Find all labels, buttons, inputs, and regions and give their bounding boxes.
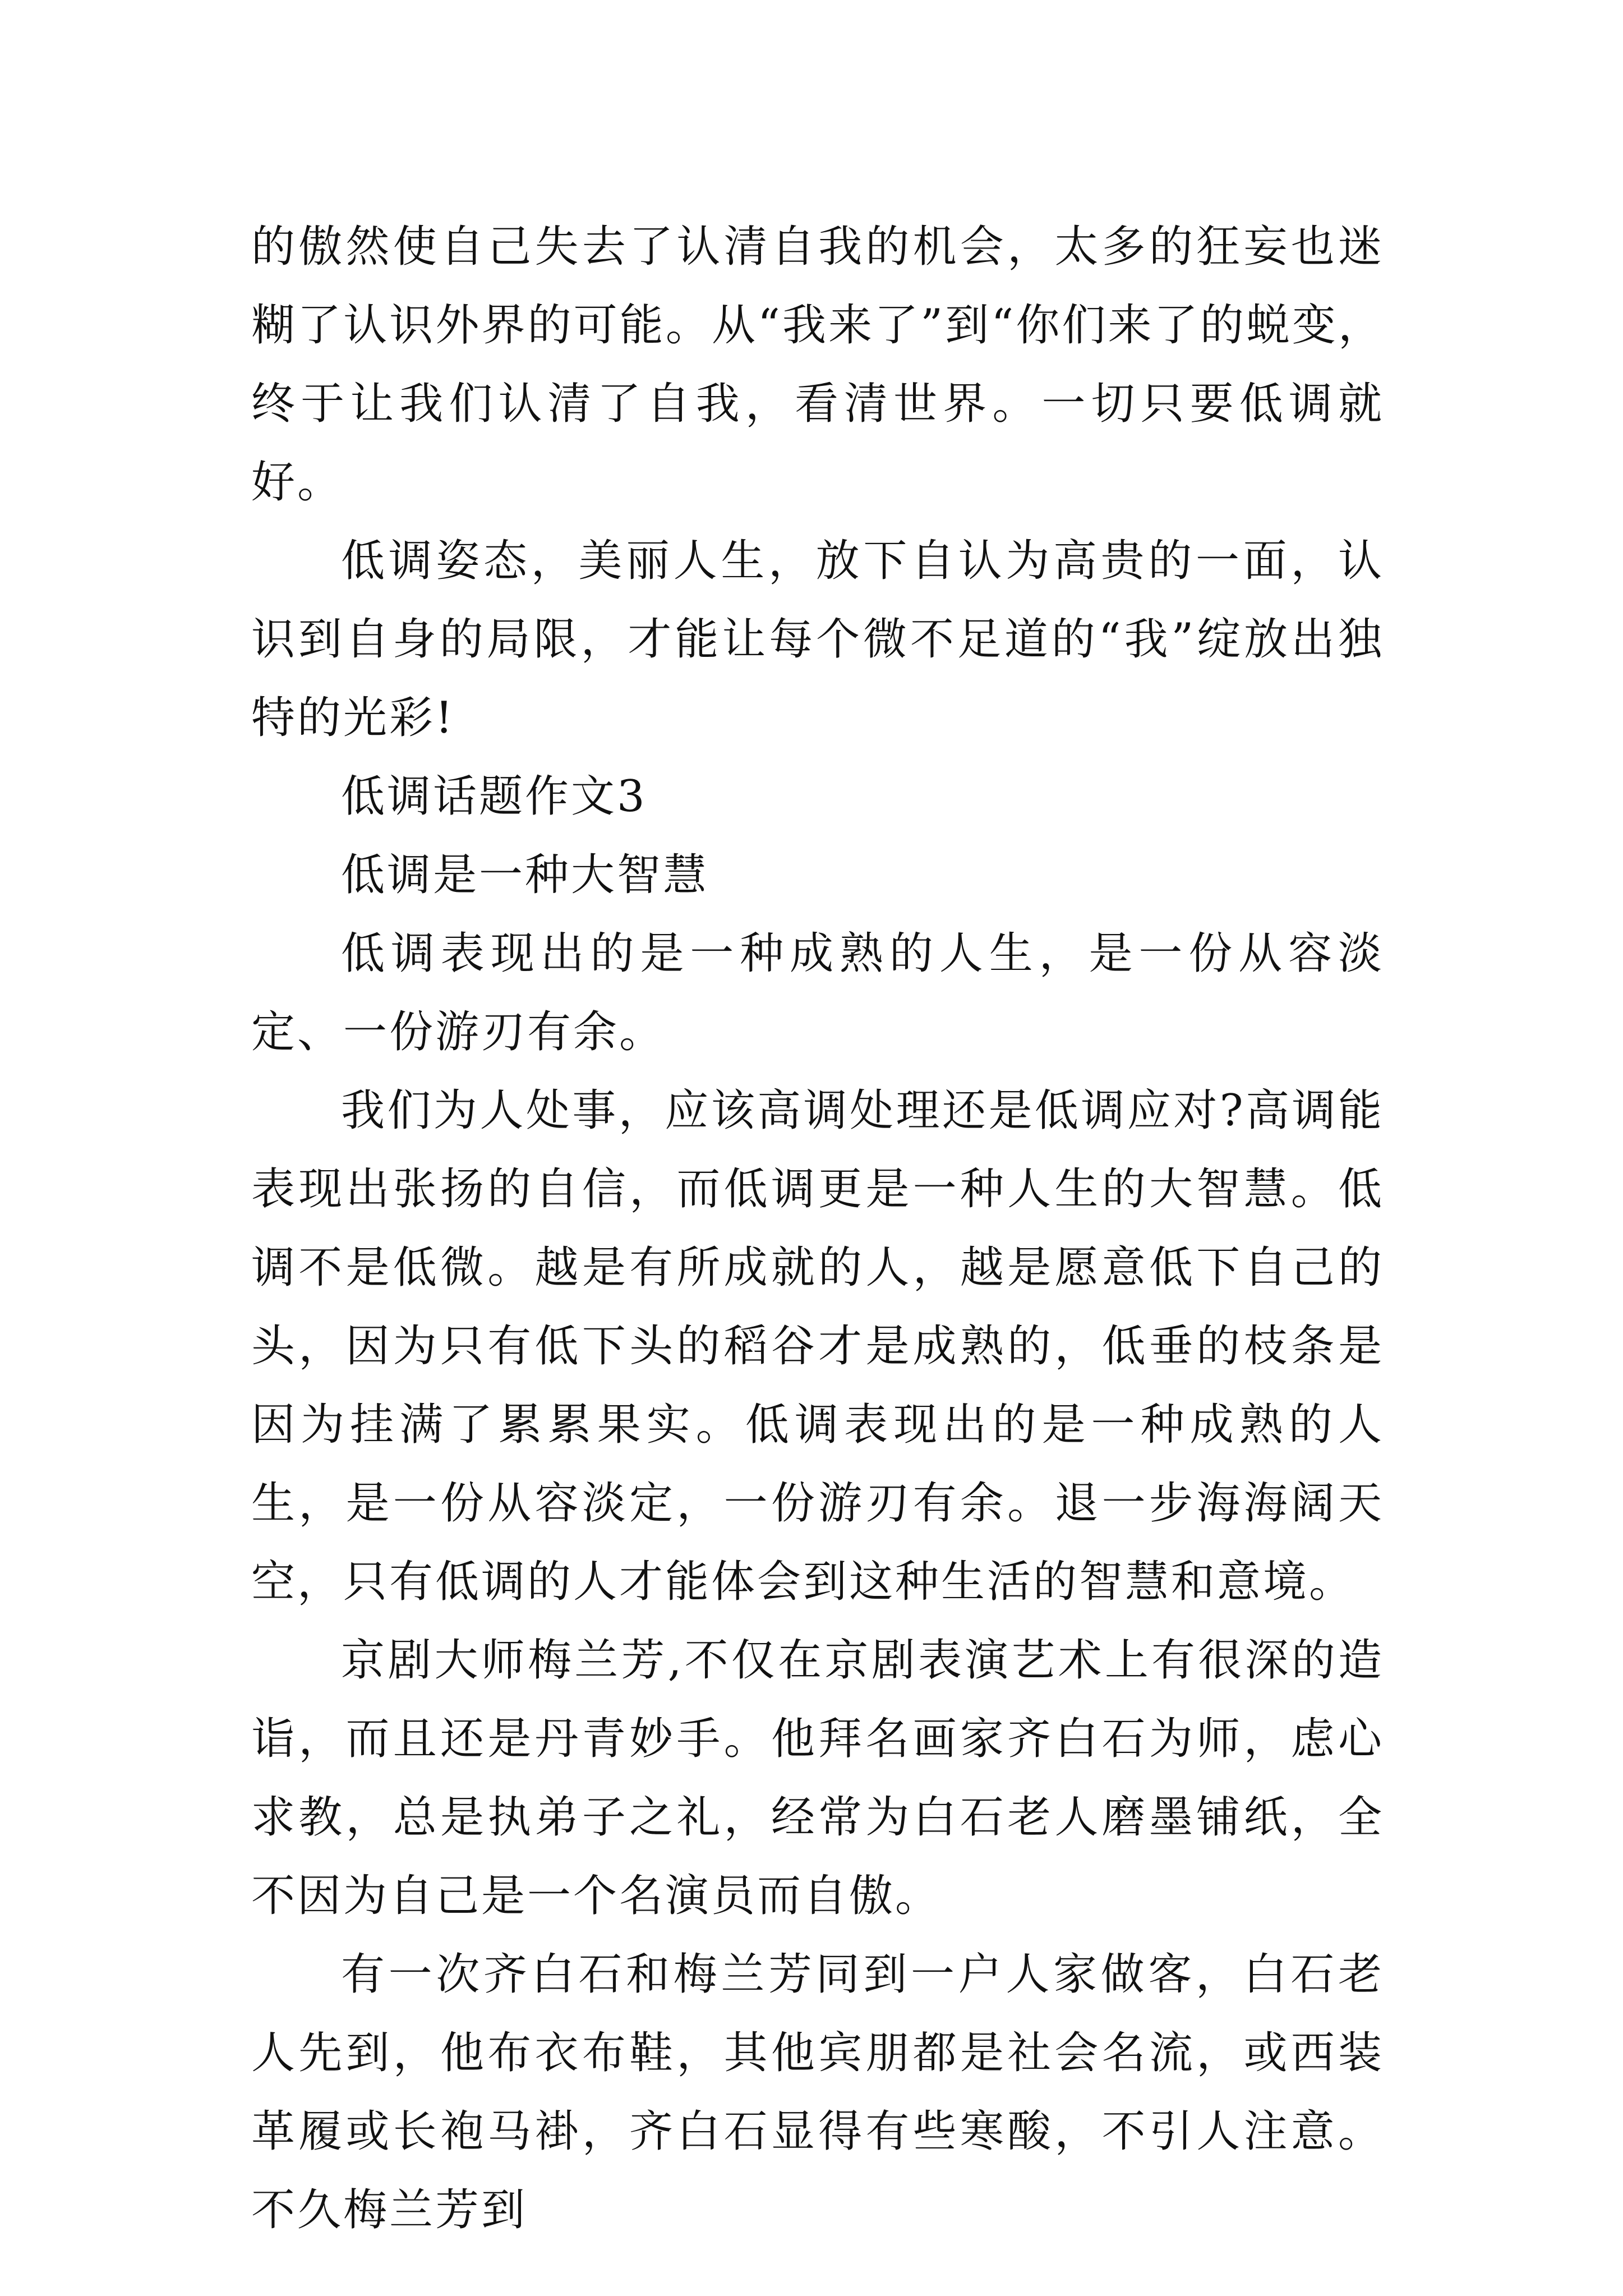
paragraph: 有一次齐白石和梅兰芳同到一户人家做客，白石老人先到，他布衣布鞋，其他宾朋都是社会名流，或西装革履或长袍马褂，齐白石显得有些寒酸，不引人注意。不久梅兰芳到: [251, 1949, 1384, 2235]
paragraph-continuation: 的傲然使自己失去了认清自我的机会，太多的狂妄也迷糊了认识外界的可能。从“我来了”到“你们来了的蜕变，终于让我们认清了自我，看清世界。一切只要低调就好。: [251, 222, 1384, 508]
paragraph: 我们为人处事，应该高调处理还是低调应对?高调能表现出张扬的自信，而低调更是一种人生的大智慧。低调不是低微。越是有所成就的人，越是愿意低下自己的头，因为只有低下头的稻谷才是成熟的，低垂的枝条是因为挂满了累累果实。低调表现出的是一种成熟的人生，是一份从容淡定，一份游刃有余。退一步海海阔天空，只有低调的人才能体会到这种生活的智慧和意境。: [251, 1085, 1384, 1607]
paragraph: 低调姿态，美丽人生，放下自认为高贵的一面，认识到自身的局限，才能让每个微不足道的“我”绽放出独特的光彩!: [251, 536, 1384, 743]
paragraph: 低调表现出的是一种成熟的人生，是一份从容淡定、一份游刃有余。: [251, 928, 1384, 1057]
paragraph: 京剧大师梅兰芳,不仅在京剧表演艺术上有很深的造诣，而且还是丹青妙手。他拜名画家齐白石为师，虑心求教，总是执弟子之礼，经常为白石老人磨墨铺纸，全不因为自己是一个名演员而自傲。: [251, 1635, 1384, 1921]
essay-heading: 低调话题作文3: [341, 771, 647, 822]
essay-title: 低调是一种大智慧: [341, 850, 709, 900]
document-body: [251, 208, 1384, 2249]
